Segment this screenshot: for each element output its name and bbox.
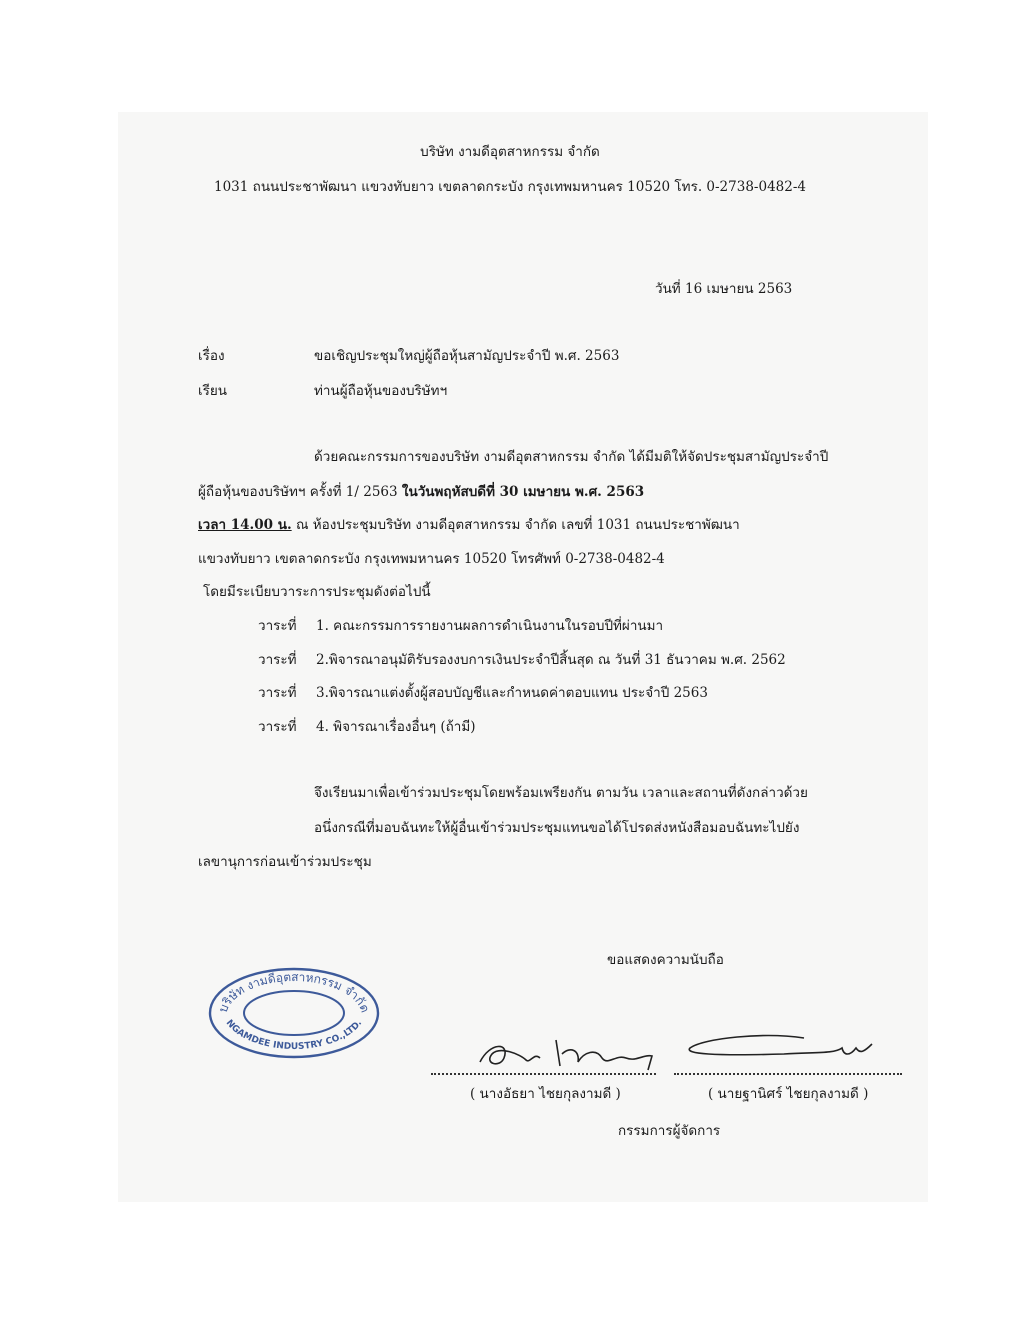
regards-text: ขอแสดงความนับถือ [607, 952, 724, 968]
agenda-label-2: วาระที่ [258, 652, 297, 668]
signer-left-name: ( นางอัธยา ไชยกุลงามดี ) [470, 1086, 621, 1102]
signature-line-right [674, 1073, 902, 1075]
body-line-1: ด้วยคณะกรรมการของบริษัท งามดีอุตสาหกรรม จำกัด ได้มีมติให้จัดประชุมสามัญประจำปี [314, 449, 829, 465]
signature-right [684, 1030, 884, 1064]
letter-date: วันที่ 16 เมษายน 2563 [655, 281, 793, 297]
svg-text:บริษัท งามดีอุตสาหกรรม จำกัด [216, 970, 373, 1014]
signature-line-left [431, 1073, 656, 1075]
body-line-3 [198, 516, 740, 534]
subject-label: เรื่อง [198, 348, 225, 364]
subject-text: ขอเชิญประชุมใหญ่ผู้ถือหุ้นสามัญประจำปี พ.ศ. 2563 [314, 348, 620, 364]
agenda-intro: โดยมีระเบียบวาระการประชุมดังต่อไปนี้ [203, 584, 431, 600]
proxy-line-1: อนึ่งกรณีที่มอบฉันทะให้ผู้อื่นเข้าร่วมประชุมแทนขอได้โปรดส่งหนังสือมอบฉันทะไปยัง [314, 820, 800, 836]
agenda-label-1: วาระที่ [258, 618, 297, 634]
agenda-item-3: 3.พิจารณาแต่งตั้งผู้สอบบัญชีและกำหนดค่าตอบแทน ประจำปี 2563 [316, 685, 708, 701]
meeting-place: ณ ห้องประชุมบริษัท งามดีอุตสาหกรรม จำกัด เลขที่ 1031 ถนนประชาพัฒนา [291, 517, 740, 533]
agenda-label-4: วาระที่ [258, 719, 297, 735]
body-line-4: แขวงทับยาว เขตลาดกระบัง กรุงเทพมหานคร 10520 โทรศัพท์ 0-2738-0482-4 [198, 551, 665, 567]
stamp-thai-text: บริษัท งามดีอุตสาหกรรม จำกัด [215, 969, 373, 1015]
company-name: บริษัท งามดีอุตสาหกรรม จำกัด [420, 144, 600, 160]
to-text: ท่านผู้ถือหุ้นของบริษัทฯ [314, 383, 448, 399]
closing-paragraph: จึงเรียนมาเพื่อเข้าร่วมประชุมโดยพร้อมเพรียงกัน ตามวัน เวลาและสถานที่ดังกล่าวด้วย [314, 785, 808, 801]
company-stamp [206, 965, 382, 1061]
company-address: 1031 ถนนประชาพัฒนา แขวงทับยาว เขตลาดกระบัง กรุงเทพมหานคร 10520 โทร. 0-2738-0482-4 [214, 179, 806, 195]
signer-title: กรรมการผู้จัดการ [618, 1123, 721, 1139]
body-line-2 [198, 483, 644, 501]
agenda-item-4: 4. พิจารณาเรื่องอื่นๆ (ถ้ามี) [316, 719, 476, 735]
meeting-time: เวลา 14.00 น. [198, 517, 292, 533]
proxy-line-2: เลขานุการก่อนเข้าร่วมประชุม [198, 854, 372, 870]
agenda-item-1: 1. คณะกรรมการรายงานผลการดำเนินงานในรอบปีที่ผ่านมา [316, 618, 664, 634]
meeting-date: ในวันพฤหัสบดีที่ 30 เมษายน พ.ศ. 2563 [401, 484, 645, 500]
signature-left [470, 1032, 670, 1076]
agenda-label-3: วาระที่ [258, 685, 297, 701]
meeting-number: ผู้ถือหุ้นของบริษัทฯ ครั้งที่ 1/ 2563 [198, 484, 402, 500]
agenda-item-2: 2.พิจารณาอนุมัติรับรองงบการเงินประจำปีสิ้นสุด ณ วันที่ 31 ธันวาคม พ.ศ. 2562 [316, 652, 786, 668]
signer-right-name: ( นายฐานิศร์ ไชยกุลงามดี ) [708, 1086, 869, 1102]
to-label: เรียน [198, 383, 228, 399]
stamp-english-text: NGAMDEE INDUSTRY CO.,LTD. [223, 1018, 365, 1053]
